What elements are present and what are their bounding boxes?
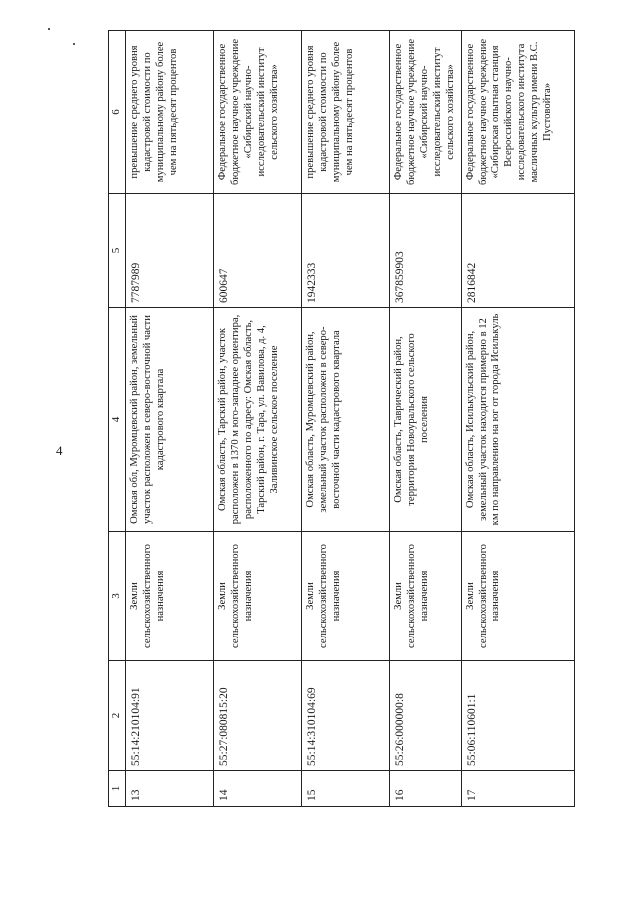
row-number-cell: 14 (214, 771, 302, 807)
cadastral-number-cell: 55:26:000000:8 (390, 661, 462, 771)
location-cell: Омская область, Тарский район, участок расположен в 1370 м юго-западнее ориентира, расположенного по адресу: Омская область, Тарский район, г. Тара, ул. Вавилова, д. 4, Заливинское сельское поселение (214, 308, 302, 532)
cadastral-value-cell: 600647 (214, 194, 302, 308)
cadastral-value-cell: 367859903 (390, 194, 462, 308)
location-cell: Омская область, Исилькульский район, земельный участок находится примерно в 12 км по направлению на юг от города Исилькуль (461, 308, 574, 532)
header-cell-2: 2 (109, 661, 126, 771)
land-category-cell: Земли сельскохозяйственного назначения (214, 532, 302, 661)
header-cell-6: 6 (109, 31, 126, 194)
table-row (214, 31, 302, 807)
land-category-cell: Земли сельскохозяйственного назначения (390, 532, 462, 661)
table-row (461, 31, 574, 807)
land-category-cell: Земли сельскохозяйственного назначения (126, 532, 214, 661)
land-category-cell: Земли сельскохозяйственного назначения (461, 532, 574, 661)
cadastral-number-cell: 55:14:210104:91 (126, 661, 214, 771)
basis-cell: Федеральное государственное бюджетное научное учреждение «Сибирская опытная станция Всероссийского научно-исследовательского института масличных культур имени В.С. Пустовойта» (461, 31, 574, 194)
row-number-cell: 16 (390, 771, 462, 807)
cadastral-value-cell: 1942333 (302, 194, 390, 308)
land-plots-table (108, 30, 575, 807)
table-row (390, 31, 462, 807)
header-cell-4: 4 (109, 308, 126, 532)
row-number-cell: 17 (461, 771, 574, 807)
scan-artifact-dot (48, 28, 50, 30)
header-cell-5: 5 (109, 194, 126, 308)
rotated-table-container (108, 31, 573, 807)
location-cell: Омская область, Таврический район, территория Новоуральского сельского поселения (390, 308, 462, 532)
basis-cell: превышение среднего уровня кадастровой стоимости по муниципальному району более чем на пятьдесят процентов (126, 31, 214, 194)
cadastral-number-cell: 55:27:080815:20 (214, 661, 302, 771)
cadastral-number-cell: 55:06:110601:1 (461, 661, 574, 771)
header-row (109, 31, 126, 807)
header-cell-1: 1 (109, 771, 126, 807)
page-number: 4 (56, 443, 63, 458)
table-row (302, 31, 390, 807)
table-body (109, 31, 575, 807)
basis-cell: Федеральное государственное бюджетное научное учреждение «Сибирский научно-исследовательский институт сельского хозяйства» (390, 31, 462, 194)
table-row (126, 31, 214, 807)
location-cell: Омская обл, Муромцевский район, земельный участок расположен в северо-восточной части кадастрового квартала (126, 308, 214, 532)
header-cell-3: 3 (109, 532, 126, 661)
land-category-cell: Земли сельскохозяйственного назначения (302, 532, 390, 661)
cadastral-value-cell: 7787989 (126, 194, 214, 308)
cadastral-value-cell: 2816842 (461, 194, 574, 308)
basis-cell: превышение среднего уровня кадастровой стоимости по муниципальному району более чем на пятьдесят процентов (302, 31, 390, 194)
row-number-cell: 15 (302, 771, 390, 807)
cadastral-number-cell: 55:14:310104:69 (302, 661, 390, 771)
row-number-cell: 13 (126, 771, 214, 807)
scan-artifact-dot (73, 43, 75, 45)
basis-cell: Федеральное государственное бюджетное научное учреждение «Сибирский научно-исследовательский институт сельского хозяйства» (214, 31, 302, 194)
location-cell: Омская область, Муромцевский район, земельный участок расположен в северо-восточной части кадастрового квартала (302, 308, 390, 532)
